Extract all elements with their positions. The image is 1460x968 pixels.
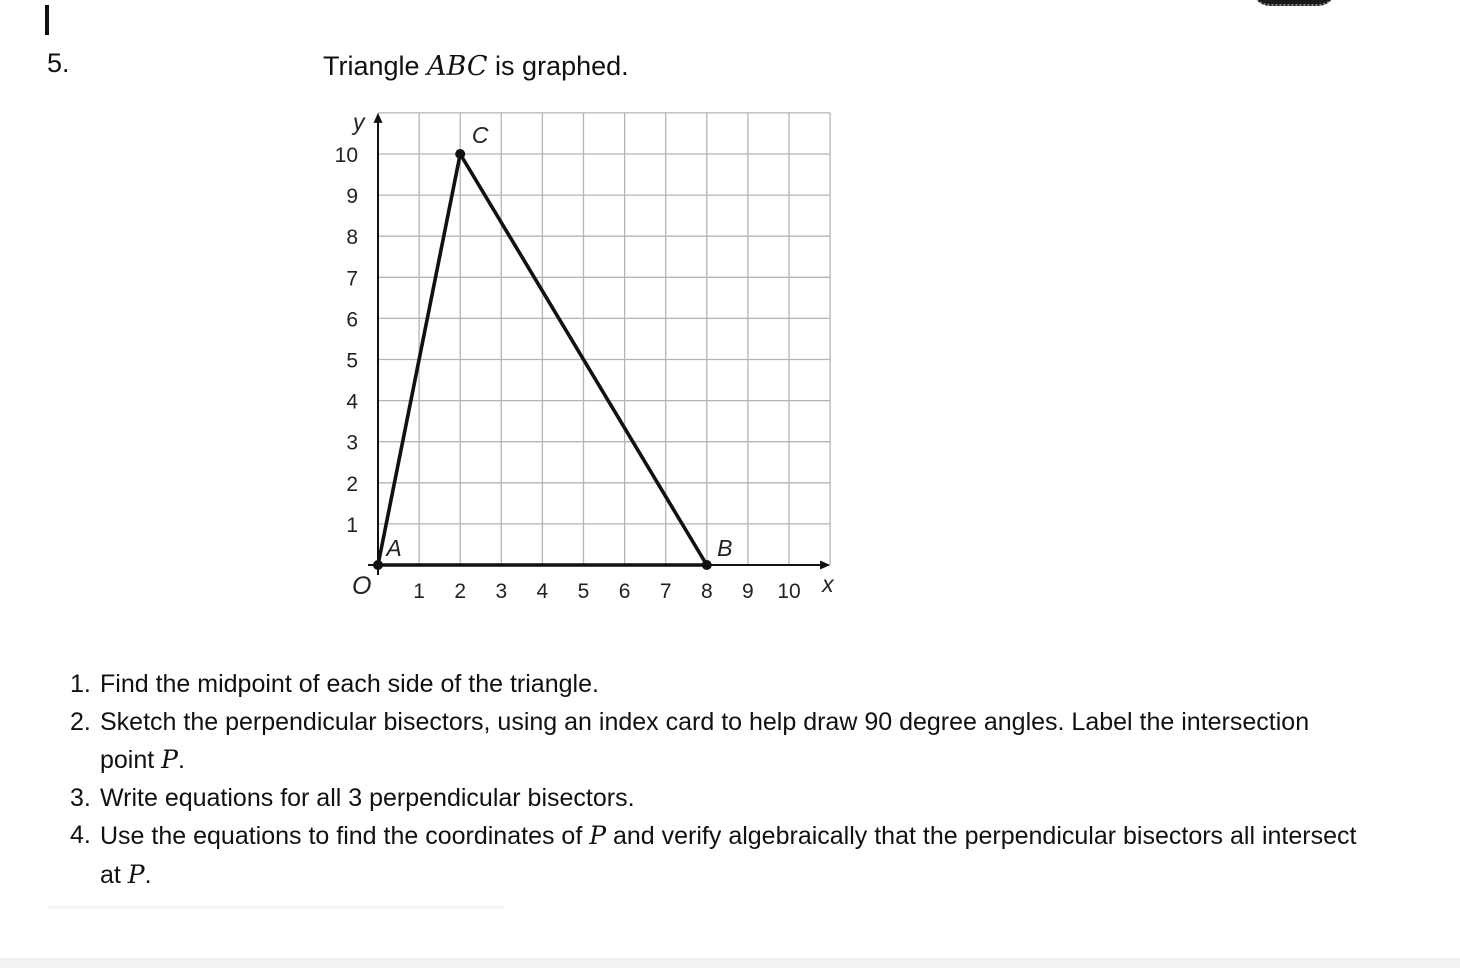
task-math-symbol: P — [589, 821, 607, 850]
x-tick-label: 5 — [577, 580, 590, 603]
task-number: 3. — [70, 783, 91, 812]
task-text-part: and verify algebraically that the perpendicular bisectors all intersect at — [100, 822, 1357, 889]
x-tick-label: 4 — [536, 580, 549, 603]
task-text — [100, 666, 1370, 704]
prompt-math-abc: ABC — [427, 51, 488, 82]
task-text-part: Use the equations to find the coordinates of — [100, 822, 590, 850]
x-tick-label: 8 — [700, 580, 713, 603]
y-tick-label: 7 — [346, 267, 358, 291]
task-text — [100, 817, 1370, 894]
task-item — [70, 704, 1370, 780]
vertex-a — [373, 560, 383, 570]
x-tick-label: 9 — [742, 580, 754, 603]
corner-badge-icon — [1252, 0, 1336, 6]
y-tick-label: 10 — [334, 144, 358, 167]
faint-divider — [48, 906, 504, 909]
task-list — [70, 666, 1370, 894]
y-tick-label: 1 — [346, 513, 358, 537]
task-text — [100, 704, 1370, 780]
task-text-part: Write equations for all 3 perpendicular bisectors. — [100, 783, 635, 812]
vertex-c — [455, 149, 465, 159]
y-axis-arrow-icon — [374, 113, 383, 123]
task-item — [70, 666, 1370, 704]
footer-shade — [0, 958, 1460, 968]
task-number: 4. — [70, 821, 91, 849]
x-tick-label: 3 — [495, 580, 508, 603]
y-tick-label: 9 — [346, 185, 358, 209]
vertex-label-a: A — [386, 535, 402, 561]
task-math-symbol: P — [127, 859, 145, 889]
task-text-part: . — [144, 860, 152, 889]
prompt-suffix: is graphed. — [487, 51, 629, 81]
task-math-symbol: P — [161, 745, 178, 774]
y-tick-label: 6 — [346, 308, 358, 332]
origin-label: O — [352, 572, 372, 600]
task-item — [70, 817, 1370, 894]
vertex-b — [702, 560, 712, 570]
problem-prompt — [323, 49, 629, 84]
x-tick-label: 10 — [777, 580, 801, 603]
prompt-prefix: Triangle — [323, 51, 428, 81]
x-tick-label: 6 — [618, 580, 631, 603]
x-tick-label: 7 — [659, 580, 672, 603]
x-tick-label: 2 — [454, 580, 467, 603]
x-axis-label: x — [822, 571, 834, 597]
y-tick-label: 8 — [346, 226, 358, 250]
triangle-graph — [330, 106, 850, 612]
x-axis-arrow-icon — [820, 561, 830, 570]
task-text — [100, 780, 1370, 818]
task-number: 1. — [70, 670, 91, 698]
vertex-label-c: C — [471, 122, 489, 148]
y-tick-label: 3 — [346, 431, 358, 455]
y-axis-label: y — [353, 108, 365, 135]
x-tick-label: 1 — [413, 580, 425, 603]
task-number: 2. — [70, 707, 91, 736]
text-cursor-bar — [45, 5, 49, 35]
problem-number: 5. — [47, 48, 70, 78]
task-item — [70, 780, 1370, 818]
task-text-part: . — [178, 746, 185, 774]
task-text-part: Find the midpoint of each side of the triangle. — [100, 670, 599, 698]
y-tick-label: 5 — [346, 349, 358, 373]
vertex-label-b: B — [717, 535, 733, 561]
y-tick-label: 2 — [346, 472, 358, 496]
y-tick-label: 4 — [346, 390, 358, 414]
task-text-part: Sketch the perpendicular bisectors, using an index card to help draw 90 degree angles. Label the intersection point — [100, 707, 1310, 774]
